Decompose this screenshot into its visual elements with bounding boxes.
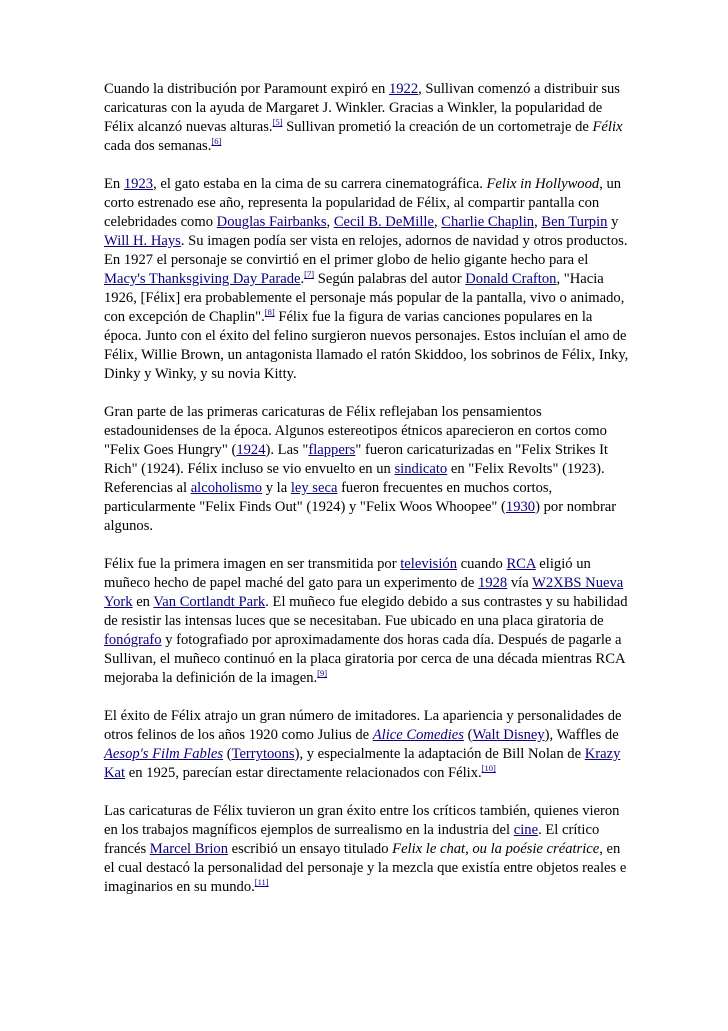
italic-text: Felix in Hollywood bbox=[486, 176, 600, 192]
body-text: Gran parte de las primeras caricaturas de Félix reflejaban los pensamientos estadounidenses de la época. Algunos estereotipos étnicos aparecieron en cortos como "Felix Goes Hungry" ( bbox=[104, 404, 607, 458]
body-text: , el gato estaba en la cima de su carrera cinematográfica. bbox=[153, 176, 487, 192]
article-link[interactable]: sindicato bbox=[394, 461, 448, 477]
body-text: fueron frecuentes en muchos cortos, particularmente "Felix Finds Out" (1924) y "Felix Woos Whoopee" ( bbox=[104, 480, 553, 515]
body-text: , bbox=[433, 214, 442, 230]
body-text: ), Waffles de bbox=[544, 727, 619, 743]
body-text: , bbox=[534, 214, 542, 230]
body-text: . El crítico francés bbox=[104, 822, 600, 857]
article-link[interactable]: 1928 bbox=[478, 575, 508, 591]
body-text: y fotografiado por aproximadamente dos horas cada día. Después de pagarle a Sullivan, el muñeco continuó en la placa giratoria por cerca de una década mientras RCA mejoraba la definición de la imagen. bbox=[104, 632, 625, 686]
paragraph bbox=[104, 707, 630, 783]
body-text: Félix fue la primera imagen en ser transmitida por bbox=[104, 556, 401, 572]
body-text: Según palabras del autor bbox=[314, 271, 466, 287]
article-link[interactable]: RCA bbox=[506, 556, 536, 572]
article-link[interactable]: Cecil B. DeMille bbox=[333, 214, 434, 230]
body-text: , Sullivan comenzó a distribuir sus caricaturas con la ayuda de Margaret J. Winkler. Gracias a Winkler, la popularidad de Félix alcanzó nuevas alturas. bbox=[104, 81, 620, 135]
paragraph bbox=[104, 403, 630, 536]
body-text: en 1925, parecían estar directamente relacionados con Félix. bbox=[125, 765, 482, 781]
body-text: Cuando la distribución por Paramount expiró en bbox=[104, 81, 389, 97]
body-text: en bbox=[132, 594, 154, 610]
article-link[interactable]: Van Cortlandt Park bbox=[153, 594, 266, 610]
italic-text: Félix bbox=[592, 119, 623, 135]
body-text: Félix fue la figura de varias canciones populares en la época. Junto con el éxito del felino surgieron nuevos personajes. Estos incluían el amo de Félix, Willie Brown, un antagonista llamado el ratón Skiddoo, los sobrinos de Félix, Inky, Dinky y Winky, y su novia Kitty. bbox=[104, 309, 629, 382]
citation-link[interactable]: [11] bbox=[254, 877, 269, 888]
body-text: . El muñeco fue elegido debido a sus contrastes y su habilidad de resistir las intensas luces que se necesitaban. Fue ubicado en una placa giratoria de bbox=[104, 594, 628, 629]
body-text: en "Felix Revolts" (1923). Referencias al bbox=[104, 461, 605, 496]
article-link[interactable]: alcoholismo bbox=[190, 480, 263, 496]
article-link[interactable]: W2XBS Nueva York bbox=[104, 575, 624, 610]
article-link[interactable]: Macy's Thanksgiving Day Parade bbox=[104, 271, 301, 287]
article-link[interactable]: Ben Turpin bbox=[541, 214, 608, 230]
italic-text: Felix le chat, ou la poésie créatrice bbox=[392, 841, 600, 857]
body-text: , en el cual destacó la personalidad del personaje y la mezcla que existía entre objetos reales e imaginarios en su mundo. bbox=[104, 841, 627, 895]
body-text: y bbox=[607, 214, 619, 230]
body-text: cada dos semanas. bbox=[104, 138, 212, 154]
body-text: ). Las " bbox=[265, 442, 309, 458]
body-text: , "Hacia 1926, [Félix] era probablemente el personaje más popular de la pantalla, vivo o animado, con excepción de Chaplin". bbox=[104, 271, 625, 325]
body-text: cuando bbox=[457, 556, 507, 572]
citation-link[interactable]: [9] bbox=[317, 668, 328, 679]
article-link[interactable]: Alice Comedies bbox=[372, 727, 464, 743]
paragraph bbox=[104, 555, 630, 688]
article-link[interactable]: Donald Crafton bbox=[465, 271, 557, 287]
article-link[interactable]: Marcel Brion bbox=[149, 841, 228, 857]
article-link[interactable]: Krazy Kat bbox=[104, 746, 621, 781]
article-link[interactable]: 1922 bbox=[388, 81, 419, 97]
citation-link[interactable]: [7] bbox=[304, 269, 315, 280]
body-text: vía bbox=[507, 575, 533, 591]
body-text: ), y especialmente la adaptación de Bill Nolan de bbox=[294, 746, 585, 762]
body-text: ( bbox=[463, 727, 473, 743]
paragraph bbox=[104, 175, 630, 384]
article-link[interactable]: Walt Disney bbox=[472, 727, 545, 743]
citation-link[interactable]: [5] bbox=[272, 117, 283, 128]
citation-link[interactable]: [6] bbox=[211, 136, 222, 147]
body-text: . Su imagen podía ser vista en relojes, adornos de navidad y otros productos. En 1927 el personaje se convirtió en el primer globo de helio gigante hecho para el bbox=[104, 233, 628, 268]
body-text: Sullivan prometió la creación de un cortometraje de bbox=[282, 119, 593, 135]
article-link[interactable]: cine bbox=[513, 822, 539, 838]
article-link[interactable]: televisión bbox=[400, 556, 457, 572]
citation-link[interactable]: [10] bbox=[481, 763, 496, 774]
article-link[interactable]: 1930 bbox=[505, 499, 536, 515]
article-link[interactable]: 1923 bbox=[123, 176, 154, 192]
body-text: . bbox=[300, 271, 305, 287]
body-text: En bbox=[104, 176, 124, 192]
article-link[interactable]: Aesop's Film Fables bbox=[104, 746, 224, 762]
citation-link[interactable]: [8] bbox=[264, 307, 275, 318]
body-text: , un corto estrenado ese año, representa la popularidad de Félix, al compartir pantalla con celebridades como bbox=[104, 176, 622, 230]
body-text: eligió un muñeco hecho de papel maché del gato para un experimento de bbox=[104, 556, 591, 591]
body-text: ( bbox=[223, 746, 232, 762]
body-text: y la bbox=[262, 480, 291, 496]
body-text: ) por nombrar algunos. bbox=[104, 499, 617, 534]
article-link[interactable]: ley seca bbox=[290, 480, 338, 496]
article-link[interactable]: flappers bbox=[308, 442, 356, 458]
body-text: , bbox=[326, 214, 334, 230]
article-body bbox=[104, 80, 630, 916]
article-link[interactable]: fonógrafo bbox=[104, 632, 162, 648]
body-text: " fueron caricaturizadas en "Felix Strikes It Rich" (1924). Félix incluso se vio envuelto en un bbox=[104, 442, 608, 477]
paragraph bbox=[104, 802, 630, 897]
body-text: Las caricaturas de Félix tuvieron un gran éxito entre los críticos también, quienes vieron en los trabajos magníficos ejemplos de surrealismo en la industria del bbox=[104, 803, 620, 838]
body-text: escribió un ensayo titulado bbox=[228, 841, 393, 857]
article-link[interactable]: Charlie Chaplin bbox=[441, 214, 535, 230]
article-link[interactable]: Will H. Hays bbox=[104, 233, 181, 249]
body-text: El éxito de Félix atrajo un gran número de imitadores. La apariencia y personalidades de otros felinos de los años 1920 como Julius de bbox=[104, 708, 622, 743]
paragraph bbox=[104, 80, 630, 156]
article-link[interactable]: Terrytoons bbox=[231, 746, 295, 762]
article-link[interactable]: Douglas Fairbanks bbox=[216, 214, 327, 230]
article-link[interactable]: 1924 bbox=[236, 442, 266, 458]
